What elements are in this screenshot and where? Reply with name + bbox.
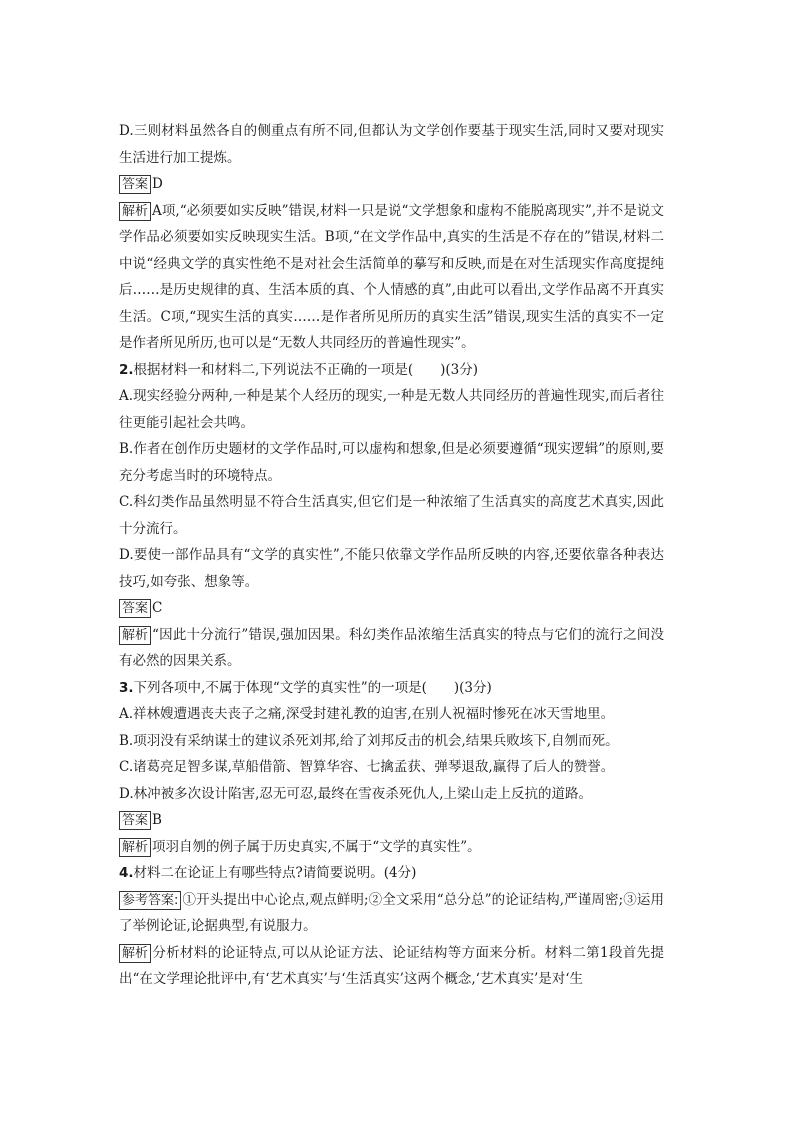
q2-option-b: B.作者在创作历史题材的文学作品时,可以虚构和想象,但是必须要遵循“现实逻辑”的原则,要充分考虑当时的环境特点。 [119,441,664,484]
q2-answer-line [119,595,664,622]
analysis-tag: 解析 [119,626,151,645]
q1-analysis-line [119,198,664,357]
q1-answer: D [152,176,163,192]
q3-title-line [119,675,664,702]
analysis-tag: 解析 [119,944,151,963]
q2-title-line [119,357,664,384]
q2-analysis: “因此十分流行”错误,强加因果。科幻类作品浓缩生活真实的特点与它们的流行之间没有必然的因果关系。 [119,626,664,669]
q3-option-a: A.祥林嫂遭遇丧夫丧子之痛,深受封建礼教的迫害,在别人祝福时惨死在冰天雪地里。 [119,706,615,722]
answer-tag: 答案 [119,175,151,194]
q2-answer: C [152,600,163,616]
answer-tag: 答案 [119,811,151,830]
q4-analysis-line [119,940,664,993]
q4-title-line [119,860,664,887]
q4-analysis: 分析材料的论证特点,可以从论证方法、论证结构等方面来分析。材料二第1段首先提出“在文学理论批评中,有‘艺术真实’与‘生活真实’这两个概念,‘艺术真实’是对‘生 [119,944,664,987]
q1-analysis: A项,“必须要如实反映”错误,材料一只是说“文学想象和虚构不能脱离现实”,并不是说文学作品必须要如实反映现实生活。B项,“在文学作品中,真实的生活是不存在的”错误,材料二中说“经典文学的真实性绝不是对社会生活简单的摹写和反映,而是在对生活现实作高度提纯后……是历史规律的真、生活本质的真、个人情感的真”,由此可以看出,文学作品离不开真实生活。C项,“现实生活的真实……是作者所见所历的真实生活”错误,现实生活的真实不一定是作者所见所历,也可以是“无数人共同经历的普遍性现实”。 [119,202,664,351]
answer-tag: 答案 [119,599,151,618]
analysis-tag: 解析 [119,202,151,221]
q3-option-b: B.项羽没有采纳谋士的建议杀死刘邦,给了刘邦反击的机会,结果兵败垓下,自刎而死。 [119,732,619,749]
q3-title: 下列各项中,不属于体现“文学的真实性”的一项是( )(3分) [133,679,492,696]
analysis-tag: 解析 [119,838,151,857]
q2-number: 2. [119,361,134,378]
q4-reference: ①开头提出中心论点,观点鲜明;②全文采用“总分总”的论证结构,严谨周密;③运用了举例论证,论据典型,有说服力。 [119,891,664,934]
q3-option-c: C.诸葛亮足智多谋,草船借箭、智算华容、七擒孟获、弹琴退敌,赢得了后人的赞誉。 [119,759,615,775]
reference-answer-tag: 参考答案: [119,891,181,910]
q3-option-d: D.林冲被多次设计陷害,忍无可忍,最终在雪夜杀死仇人,上梁山走上反抗的道路。 [119,785,593,802]
q3-answer-line [119,807,664,834]
q1-option-d: D.三则材料虽然各自的侧重点有所不同,但都认为文学创作要基于现实生活,同时又要对现实生活进行加工提炼。 [119,123,664,166]
q2-title: 根据材料一和材料二,下列说法不正确的一项是( )(3分) [133,361,478,378]
q2-analysis-line [119,622,664,675]
q4-reference-line [119,887,664,940]
q3-number: 3. [119,679,134,696]
q1-answer-line [119,171,664,198]
q2-option-a: A.现实经验分两种,一种是某个人经历的现实,一种是无数人共同经历的普遍性现实,而后者往往更能引起社会共鸣。 [119,388,664,431]
document-page [119,118,664,993]
q4-number: 4. [119,865,134,881]
q3-answer: B [152,812,162,828]
q2-option-d: D.要使一部作品具有“文学的真实性”,不能只依靠文学作品所反映的内容,还要依靠各种表达技巧,如夸张、想象等。 [119,547,664,590]
q2-option-c: C.科幻类作品虽然明显不符合生活真实,但它们是一种浓缩了生活真实的高度艺术真实,因此十分流行。 [119,494,664,537]
q3-analysis-line [119,834,664,861]
q3-analysis: 项羽自刎的例子属于历史真实,不属于“文学的真实性”。 [152,838,481,855]
q4-title: 材料二在论证上有哪些特点?请简要说明。(4分) [133,865,417,881]
